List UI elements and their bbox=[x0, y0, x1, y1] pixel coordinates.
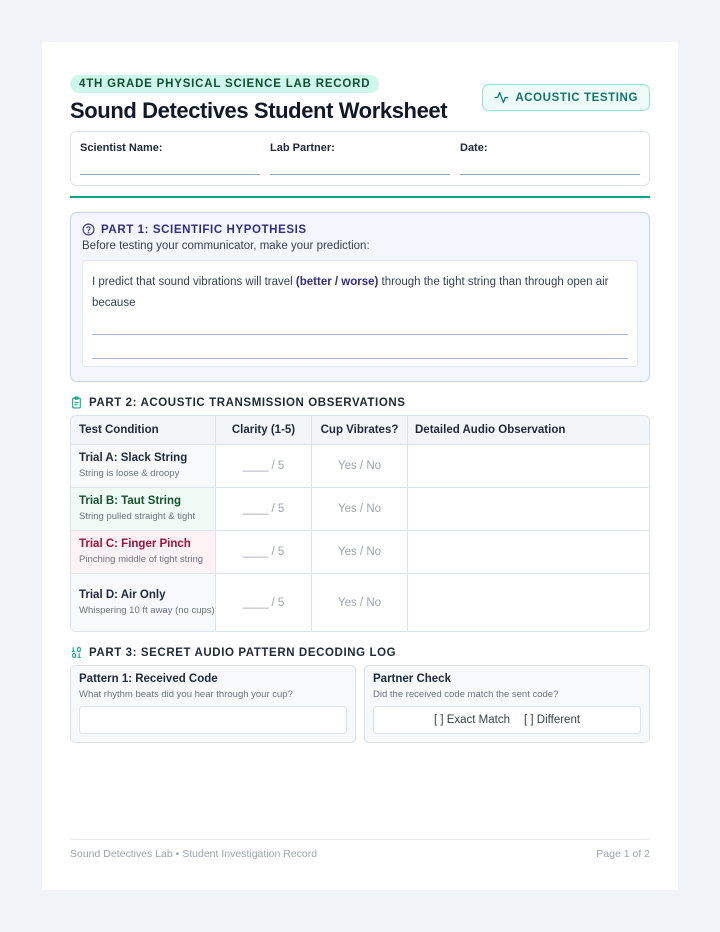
section-divider bbox=[70, 196, 650, 198]
acoustic-testing-badge bbox=[482, 84, 650, 111]
worksheet-page bbox=[42, 42, 678, 890]
column-header: Cup Vibrates? bbox=[312, 416, 408, 444]
partner-check-card bbox=[364, 665, 650, 743]
exact-match-checkbox[interactable]: [ ] Exact Match bbox=[433, 714, 510, 726]
trial-name: Trial D: Air Only bbox=[79, 588, 166, 601]
trial-cell bbox=[71, 445, 216, 487]
column-header: Detailed Audio Observation bbox=[415, 424, 566, 436]
part1-subtitle: Before testing your communicator, make your prediction: bbox=[82, 240, 370, 252]
trial-name: Trial C: Finger Pinch bbox=[79, 538, 191, 550]
page-number: Page 1 of 2 bbox=[596, 848, 650, 860]
vibrates-cell[interactable]: Yes / No bbox=[312, 488, 408, 530]
hypothesis-text-end: through the tight string than through open air because bbox=[92, 276, 609, 309]
received-code-subtitle: What rhythm beats did you hear through your cup? bbox=[79, 689, 293, 700]
vibrates-cell[interactable]: Yes / No bbox=[312, 531, 408, 573]
trial-name: Trial B: Taut String bbox=[79, 495, 182, 507]
student-info-box bbox=[70, 131, 650, 186]
table-row bbox=[71, 488, 649, 531]
trial-desc: Pinching middle of tight string bbox=[79, 554, 204, 565]
vibrates-cell[interactable]: Yes / No bbox=[312, 574, 408, 631]
received-code-title: Pattern 1: Received Code bbox=[79, 673, 218, 685]
question-circle-icon bbox=[82, 223, 95, 236]
date-line[interactable] bbox=[460, 174, 640, 175]
binary-code-icon bbox=[70, 646, 83, 659]
table-header-row bbox=[71, 416, 649, 445]
scientist-name-line[interactable] bbox=[80, 174, 260, 175]
decoding-cards bbox=[70, 665, 650, 743]
trial-desc: String is loose & droopy bbox=[79, 468, 180, 479]
observation-table bbox=[70, 415, 650, 632]
eyebrow-tag: 4TH GRADE PHYSICAL SCIENCE LAB RECORD bbox=[70, 75, 379, 93]
scientist-name-label: Scientist Name: bbox=[80, 142, 163, 154]
partner-check-options bbox=[373, 706, 641, 734]
vibrates-cell[interactable]: Yes / No bbox=[312, 445, 408, 487]
lab-partner-line[interactable] bbox=[270, 174, 450, 175]
date-field[interactable] bbox=[460, 132, 640, 185]
date-label: Date: bbox=[460, 142, 488, 154]
clarity-cell[interactable]: ____ / 5 bbox=[216, 488, 312, 530]
lab-partner-label: Lab Partner: bbox=[270, 142, 335, 154]
page-footer bbox=[70, 839, 650, 860]
badge-label: ACOUSTIC TESTING bbox=[515, 91, 638, 104]
clarity-cell[interactable]: ____ / 5 bbox=[216, 531, 312, 573]
column-header: Clarity (1-5) bbox=[216, 416, 312, 444]
partner-check-title: Partner Check bbox=[373, 673, 451, 685]
hypothesis-line-1[interactable] bbox=[92, 334, 628, 335]
hypothesis-line-2[interactable] bbox=[92, 358, 628, 359]
footer-left-text: Sound Detectives Lab • Student Investigation Record bbox=[70, 848, 318, 860]
lab-partner-field[interactable] bbox=[270, 132, 450, 185]
clarity-cell[interactable]: ____ / 5 bbox=[216, 574, 312, 631]
table-row bbox=[71, 445, 649, 488]
observation-cell[interactable] bbox=[408, 531, 649, 573]
trial-desc: Whispering 10 ft away (no cups) bbox=[79, 604, 215, 616]
observation-cell[interactable] bbox=[408, 445, 649, 487]
received-code-card bbox=[70, 665, 356, 743]
trial-cell bbox=[71, 574, 216, 631]
table-row bbox=[71, 531, 649, 574]
part1-title: PART 1: SCIENTIFIC HYPOTHESIS bbox=[101, 223, 307, 236]
observation-cell[interactable] bbox=[408, 574, 649, 631]
scientist-name-field[interactable] bbox=[80, 132, 260, 185]
hypothesis-choice: (better / worse) bbox=[295, 276, 379, 288]
different-checkbox[interactable]: [ ] Different bbox=[524, 714, 581, 726]
observation-cell[interactable] bbox=[408, 488, 649, 530]
hypothesis-box[interactable] bbox=[82, 260, 638, 367]
trial-name: Trial A: Slack String bbox=[79, 452, 188, 464]
received-code-input[interactable] bbox=[79, 706, 347, 734]
hypothesis-section bbox=[70, 212, 650, 382]
trial-cell bbox=[71, 531, 216, 573]
trial-cell bbox=[71, 488, 216, 530]
activity-wave-icon bbox=[494, 90, 509, 105]
part2-title: PART 2: ACOUSTIC TRANSMISSION OBSERVATIONS bbox=[89, 396, 406, 409]
clipboard-icon bbox=[70, 396, 83, 409]
part3-heading bbox=[70, 646, 396, 659]
page-title: Sound Detectives Student Worksheet bbox=[70, 98, 448, 123]
part1-heading bbox=[82, 223, 638, 236]
trial-desc: String pulled straight & tight bbox=[79, 511, 196, 522]
clarity-cell[interactable]: ____ / 5 bbox=[216, 445, 312, 487]
partner-check-subtitle: Did the received code match the sent code? bbox=[373, 689, 559, 700]
hypothesis-text-start: I predict that sound vibrations will travel bbox=[92, 276, 296, 288]
part2-heading bbox=[70, 396, 406, 409]
table-row bbox=[71, 574, 649, 631]
part3-title: PART 3: SECRET AUDIO PATTERN DECODING LOG bbox=[89, 646, 397, 659]
column-header: Test Condition bbox=[71, 416, 216, 444]
